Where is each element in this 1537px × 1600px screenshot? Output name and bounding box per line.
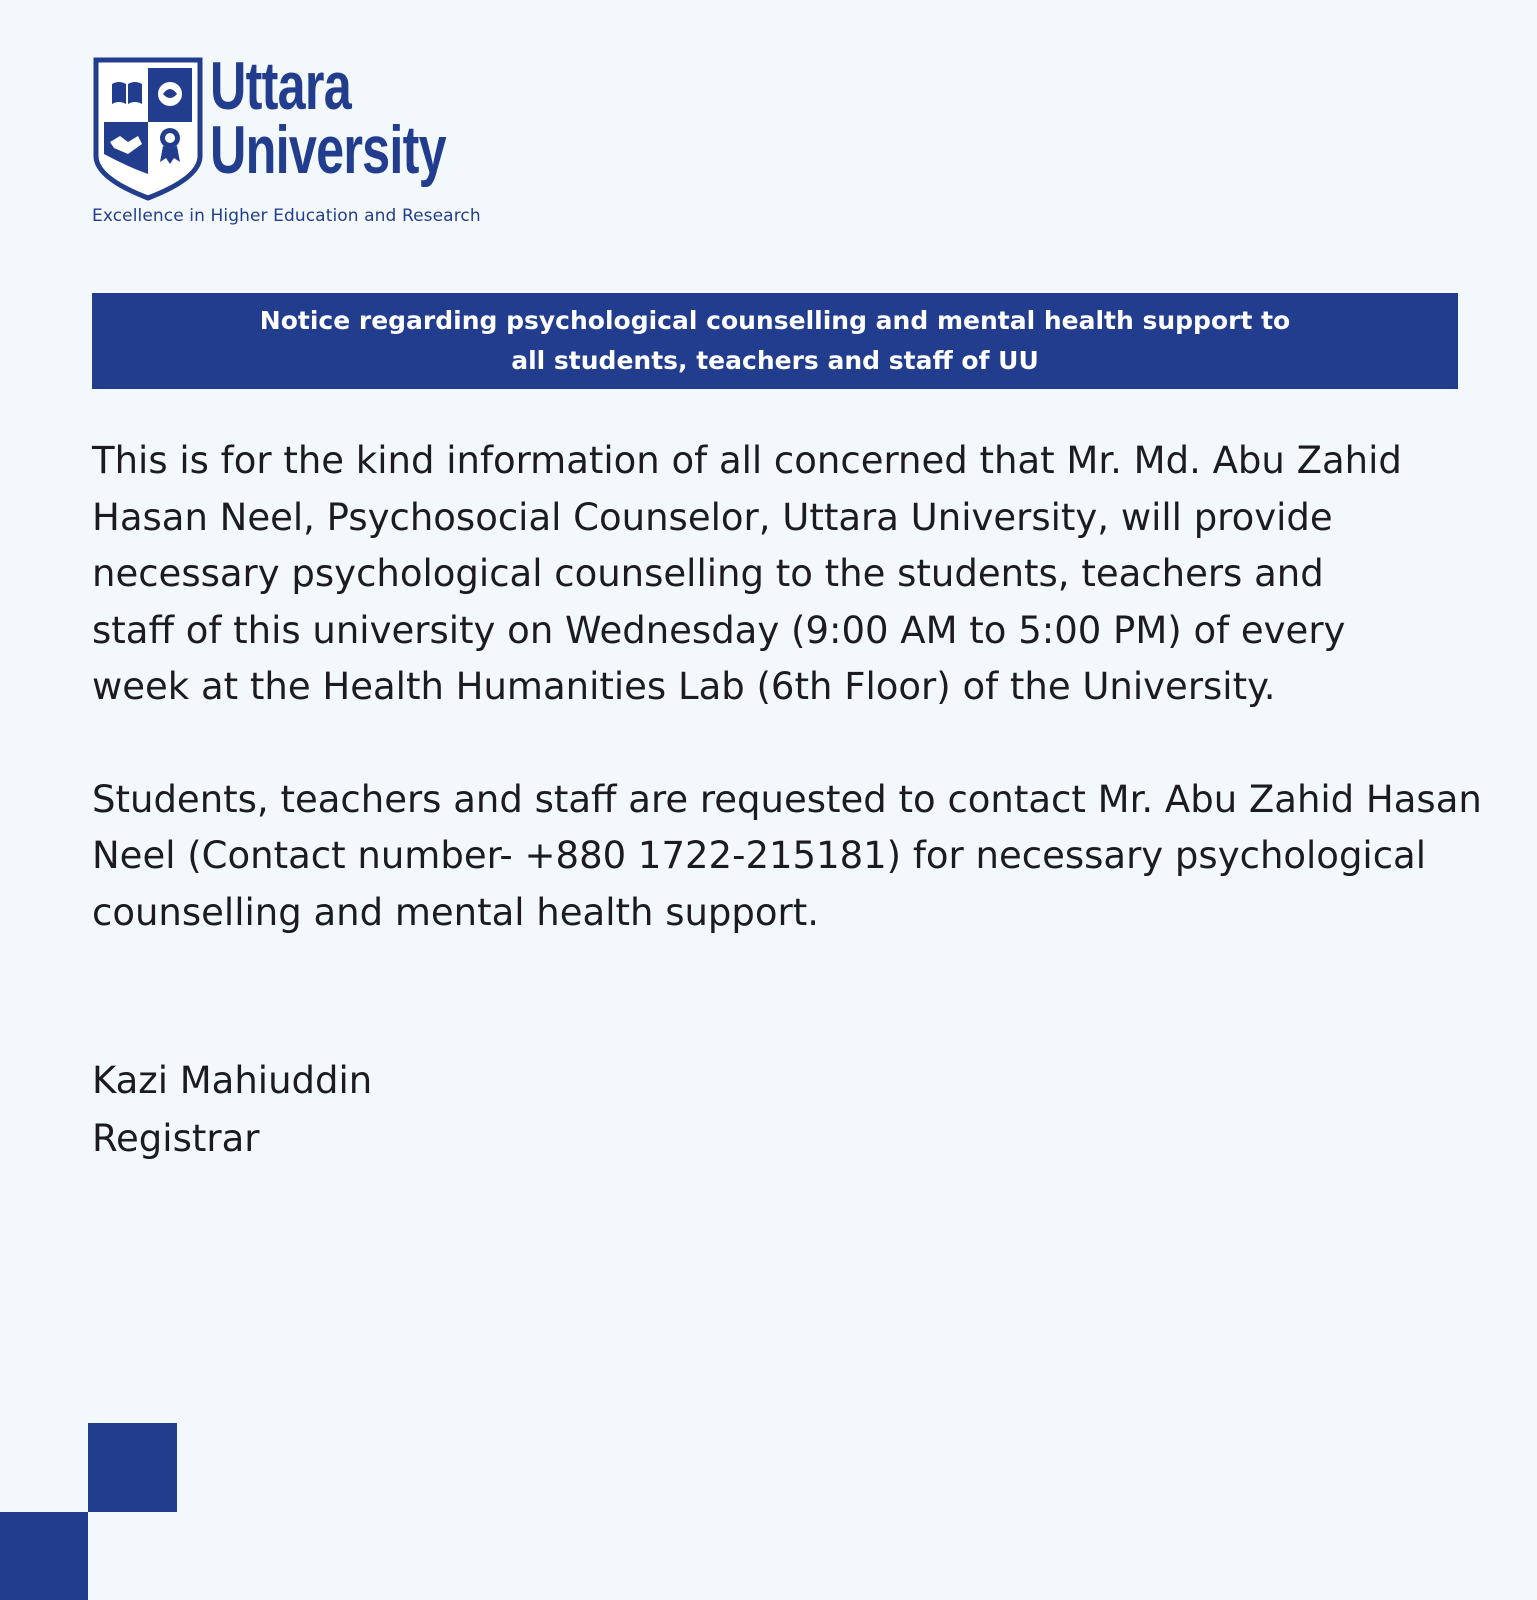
signature-block: [92, 1052, 372, 1168]
notice-title-line1: Notice regarding psychological counselling and mental health support to: [259, 306, 1291, 335]
paragraph-2-line: counselling and mental health support.: [92, 890, 820, 934]
notice-body: [92, 433, 1492, 941]
brand-name-line1: Uttara: [210, 48, 351, 124]
brand-name-line2: University: [210, 112, 446, 188]
paragraph-1-line: week at the Health Humanities Lab (6th Floor) of the University.: [92, 665, 1276, 708]
paragraph-2-line: Neel (Contact number- +880 1722-215181) for necessary psychological: [92, 834, 1427, 877]
brand-name: [210, 48, 446, 188]
paragraph-1-line: staff of this university on Wednesday (9:00 AM to 5:00 PM) of every: [92, 608, 1346, 652]
university-logo: [92, 48, 481, 234]
notice-title-bar: [92, 293, 1458, 389]
decorative-square: [0, 1512, 88, 1600]
decorative-square: [88, 1423, 177, 1512]
signatory-title: Registrar: [92, 1117, 260, 1160]
paragraph-1-line: necessary psychological counselling to the students, teachers and: [92, 552, 1324, 595]
tagline: Excellence in Higher Education and Research: [92, 206, 481, 226]
university-crest-icon: [92, 56, 204, 202]
paragraph-2: [92, 772, 1492, 942]
paragraph-1-line: Hasan Neel, Psychosocial Counselor, Uttara University, will provide: [92, 495, 1333, 539]
notice-title-line2: all students, teachers and staff of UU: [511, 346, 1039, 375]
signatory-name: Kazi Mahiuddin: [92, 1059, 373, 1102]
paragraph-2-line: Students, teachers and staff are requested to contact Mr. Abu Zahid Hasan: [92, 777, 1482, 821]
paragraph-1-line: This is for the kind information of all concerned that Mr. Md. Abu Zahid: [92, 439, 1402, 482]
paragraph-1: [92, 433, 1492, 716]
